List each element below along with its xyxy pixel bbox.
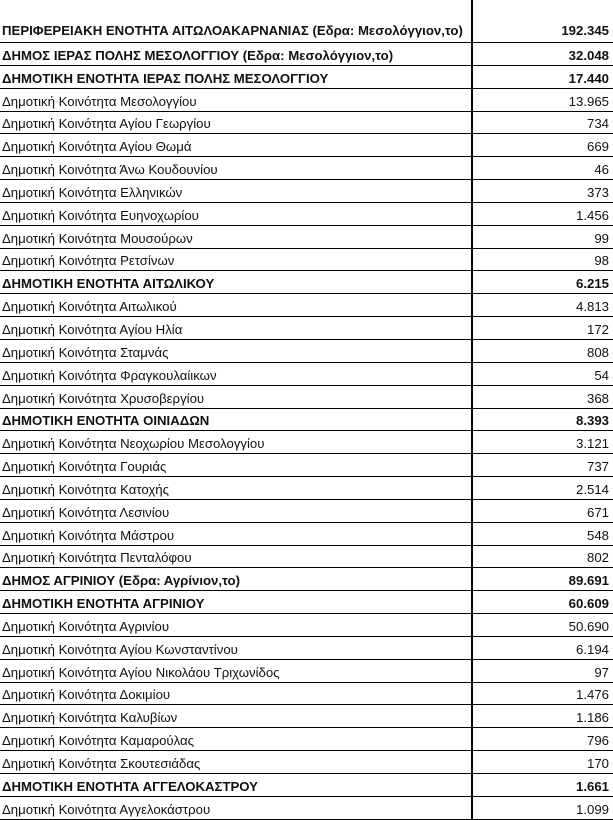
area-name-cell: Δημοτική Κοινότητα Αγίου Νικολάου Τριχωνίδος xyxy=(0,659,472,682)
table-row-community xyxy=(0,499,613,522)
area-name-cell: Δημοτική Κοινότητα Αιτωλικού xyxy=(0,294,472,317)
table-row-community xyxy=(0,728,613,751)
area-name-cell: Δημοτική Κοινότητα Καμαρούλας xyxy=(0,728,472,751)
area-name-cell: Δημοτική Κοινότητα Νεοχωρίου Μεσολογγίου xyxy=(0,431,472,454)
table-row-community xyxy=(0,477,613,500)
population-value-cell: 192.345 xyxy=(472,0,613,43)
table-row-regional-unit xyxy=(0,0,613,43)
area-name-cell: ΔΗΜΟΤΙΚΗ ΕΝΟΤΗΤΑ ΑΓΓΕΛΟΚΑΣΤΡΟΥ xyxy=(0,774,472,797)
area-name-cell: Δημοτική Κοινότητα Πενταλόφου xyxy=(0,545,472,568)
population-value-cell: 548 xyxy=(472,522,613,545)
area-name-cell: ΠΕΡΙΦΕΡΕΙΑΚΗ ΕΝΟΤΗΤΑ ΑΙΤΩΛΟΑΚΑΡΝΑΝΙΑΣ (Εδρα: Μεσολόγγιον,το) xyxy=(0,0,472,43)
table-row-community xyxy=(0,111,613,134)
table-row-community xyxy=(0,614,613,637)
area-name-cell: Δημοτική Κοινότητα Φραγκουλαίικων xyxy=(0,362,472,385)
population-value-cell: 796 xyxy=(472,728,613,751)
area-name-cell: Δημοτική Κοινότητα Σκουτεσιάδας xyxy=(0,751,472,774)
area-name-cell: ΔΗΜΟΤΙΚΗ ΕΝΟΤΗΤΑ ΑΓΡΙΝΙΟΥ xyxy=(0,591,472,614)
area-name-cell: Δημοτική Κοινότητα Γουριάς xyxy=(0,454,472,477)
table-row-community xyxy=(0,636,613,659)
table-row-community xyxy=(0,362,613,385)
area-name-cell: Δημοτική Κοινότητα Μουσούρων xyxy=(0,225,472,248)
table-row-community xyxy=(0,796,613,819)
population-value-cell: 1.476 xyxy=(472,682,613,705)
area-name-cell: Δημοτική Κοινότητα Μεσολογγίου xyxy=(0,88,472,111)
area-name-cell: Δημοτική Κοινότητα Ρετσίνων xyxy=(0,248,472,271)
table-row-municipal-unit xyxy=(0,271,613,294)
table-row-community xyxy=(0,522,613,545)
population-value-cell: 172 xyxy=(472,317,613,340)
table-row-community xyxy=(0,545,613,568)
population-value-cell: 734 xyxy=(472,111,613,134)
population-value-cell: 808 xyxy=(472,339,613,362)
area-name-cell: Δημοτική Κοινότητα Δοκιμίου xyxy=(0,682,472,705)
area-name-cell: Δημοτική Κοινότητα Μάστρου xyxy=(0,522,472,545)
area-name-cell: Δημοτική Κοινότητα Ελληνικών xyxy=(0,180,472,203)
area-name-cell: ΔΗΜΟΣ ΙΕΡΑΣ ΠΟΛΗΣ ΜΕΣΟΛΟΓΓΙΟΥ (Εδρα: Μεσολόγγιον,το) xyxy=(0,43,472,66)
table-row-municipality xyxy=(0,568,613,591)
area-name-cell: Δημοτική Κοινότητα Αγίου Κωνσταντίνου xyxy=(0,636,472,659)
population-value-cell: 4.813 xyxy=(472,294,613,317)
area-name-cell: Δημοτική Κοινότητα Αγίου Ηλία xyxy=(0,317,472,340)
table-row-community xyxy=(0,339,613,362)
population-value-cell: 32.048 xyxy=(472,43,613,66)
area-name-cell: Δημοτική Κοινότητα Ευηνοχωρίου xyxy=(0,202,472,225)
population-value-cell: 54 xyxy=(472,362,613,385)
population-value-cell: 3.121 xyxy=(472,431,613,454)
table-row-community xyxy=(0,682,613,705)
area-name-cell: ΔΗΜΟΤΙΚΗ ΕΝΟΤΗΤΑ ΟΙΝΙΑΔΩΝ xyxy=(0,408,472,431)
population-value-cell: 99 xyxy=(472,225,613,248)
population-value-cell: 170 xyxy=(472,751,613,774)
population-value-cell: 13.965 xyxy=(472,88,613,111)
area-name-cell: Δημοτική Κοινότητα Χρυσοβεργίου xyxy=(0,385,472,408)
population-value-cell: 2.514 xyxy=(472,477,613,500)
table-row-community xyxy=(0,157,613,180)
population-value-cell: 1.456 xyxy=(472,202,613,225)
table-row-community xyxy=(0,751,613,774)
area-name-cell: Δημοτική Κοινότητα Σταμνάς xyxy=(0,339,472,362)
table-row-municipality xyxy=(0,43,613,66)
area-name-cell: ΔΗΜΟΤΙΚΗ ΕΝΟΤΗΤΑ ΙΕΡΑΣ ΠΟΛΗΣ ΜΕΣΟΛΟΓΓΙΟΥ xyxy=(0,65,472,88)
table-row-community xyxy=(0,454,613,477)
population-value-cell: 368 xyxy=(472,385,613,408)
table-row-community xyxy=(0,134,613,157)
area-name-cell: ΔΗΜΟΤΙΚΗ ΕΝΟΤΗΤΑ ΑΙΤΩΛΙΚΟΥ xyxy=(0,271,472,294)
area-name-cell: Δημοτική Κοινότητα Άνω Κουδουνίου xyxy=(0,157,472,180)
table-row-community xyxy=(0,248,613,271)
population-value-cell: 1.661 xyxy=(472,774,613,797)
table-row-community xyxy=(0,202,613,225)
population-value-cell: 89.691 xyxy=(472,568,613,591)
table-row-community xyxy=(0,705,613,728)
population-value-cell: 671 xyxy=(472,499,613,522)
area-name-cell: Δημοτική Κοινότητα Καλυβίων xyxy=(0,705,472,728)
population-value-cell: 1.099 xyxy=(472,796,613,819)
population-value-cell: 98 xyxy=(472,248,613,271)
population-value-cell: 6.194 xyxy=(472,636,613,659)
population-value-cell: 669 xyxy=(472,134,613,157)
table-row-community xyxy=(0,317,613,340)
area-name-cell: Δημοτική Κοινότητα Λεσινίου xyxy=(0,499,472,522)
population-value-cell: 6.215 xyxy=(472,271,613,294)
area-name-cell: Δημοτική Κοινότητα Κατοχής xyxy=(0,477,472,500)
population-value-cell: 8.393 xyxy=(472,408,613,431)
population-value-cell: 802 xyxy=(472,545,613,568)
table-row-community xyxy=(0,225,613,248)
area-name-cell: Δημοτική Κοινότητα Αγρινίου xyxy=(0,614,472,637)
population-value-cell: 46 xyxy=(472,157,613,180)
population-value-cell: 373 xyxy=(472,180,613,203)
table-row-municipal-unit xyxy=(0,774,613,797)
table-row-community xyxy=(0,88,613,111)
area-name-cell: ΔΗΜΟΣ ΑΓΡΙΝΙΟΥ (Εδρα: Αγρίνιον,το) xyxy=(0,568,472,591)
table-row-municipal-unit xyxy=(0,408,613,431)
population-value-cell: 17.440 xyxy=(472,65,613,88)
table-row-community xyxy=(0,431,613,454)
population-value-cell: 50.690 xyxy=(472,614,613,637)
area-name-cell: Δημοτική Κοινότητα Αγγελοκάστρου xyxy=(0,796,472,819)
table-row-community xyxy=(0,659,613,682)
population-value-cell: 60.609 xyxy=(472,591,613,614)
population-value-cell: 97 xyxy=(472,659,613,682)
population-value-cell: 737 xyxy=(472,454,613,477)
table-row-community xyxy=(0,180,613,203)
area-name-cell: Δημοτική Κοινότητα Αγίου Γεωργίου xyxy=(0,111,472,134)
area-name-cell: Δημοτική Κοινότητα Αγίου Θωμά xyxy=(0,134,472,157)
table-row-community xyxy=(0,294,613,317)
table-row-municipal-unit xyxy=(0,591,613,614)
table-row-community xyxy=(0,385,613,408)
table-row-municipal-unit xyxy=(0,65,613,88)
population-value-cell: 1.186 xyxy=(472,705,613,728)
